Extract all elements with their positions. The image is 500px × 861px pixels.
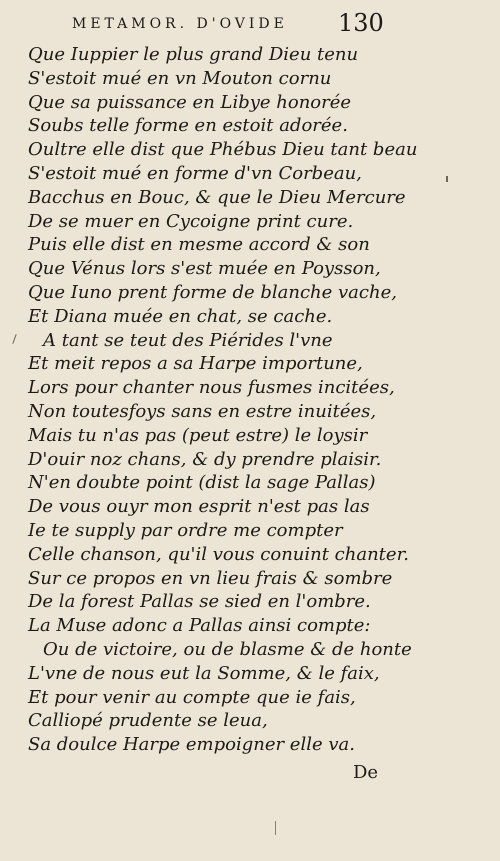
verse-line: S'estoit mué en forme d'vn Corbeau, xyxy=(28,162,362,184)
verse-line: Non toutesfoys sans en estre inuitées, xyxy=(28,400,377,422)
gutter-mark xyxy=(275,821,276,835)
verse-line: Soubs telle forme en estoit adorée. xyxy=(28,115,348,137)
verse-line: D'ouir noz chans, & dy prendre plaisir. xyxy=(28,448,382,470)
verse-line: Et pour venir au compte que ie fais, xyxy=(28,686,356,708)
verse-line: De vous ouyr mon esprit n'est pas las xyxy=(28,496,370,518)
marginal-mark xyxy=(12,334,16,344)
verse-line: Bacchus en Bouc, & que le Dieu Mercure xyxy=(28,186,406,208)
verse-line: Mais tu n'as pas (peut estre) le loysir xyxy=(28,424,368,446)
verse-line: Celle chanson, qu'il vous conuint chanter. xyxy=(28,543,409,565)
verse-line: Puis elle dist en mesme accord & son xyxy=(28,234,370,256)
verse-line: Que Vénus lors s'est muée en Poysson, xyxy=(28,258,381,280)
verse-line: S'estoit mué en vn Mouton cornu xyxy=(28,67,332,89)
verse-line: De la forest Pallas se sied en l'ombre. xyxy=(28,591,371,613)
verse-line: Que Iuppier le plus grand Dieu tenu xyxy=(28,44,359,65)
verse-line: A tant se teut des Piérides l'vne xyxy=(43,329,333,351)
verse-line: N'en doubte point (dist la sage Pallas) xyxy=(28,472,376,494)
margin-ink-mark xyxy=(446,176,448,182)
verse-line: Que Iuno prent forme de blanche vache, xyxy=(28,281,397,303)
verse-line: Et Diana muée en chat, se cache. xyxy=(28,305,333,327)
verse-line: Lors pour chanter nous fusmes incitées, xyxy=(28,377,395,399)
running-head-title: METAMOR. D'OVIDE xyxy=(72,16,288,32)
verse-line: Ou de victoire, ou de blasme & de honte xyxy=(43,638,412,660)
verse-line: Et meit repos a sa Harpe importune, xyxy=(28,353,363,375)
verse-block xyxy=(28,43,418,757)
page-number: 130 xyxy=(338,9,384,37)
verse-line: L'vne de nous eut la Somme, & le faix, xyxy=(28,662,380,684)
verse-line: Sa doulce Harpe empoigner elle va. xyxy=(28,734,355,756)
verse-line: La Muse adonc a Pallas ainsi compte: xyxy=(28,615,371,637)
verse-line: Calliopé prudente se leua, xyxy=(28,710,268,732)
verse-line: Ie te supply par ordre me compter xyxy=(28,519,343,541)
catchword: De xyxy=(353,762,379,783)
verse-line: Oultre elle dist que Phébus Dieu tant beau xyxy=(28,139,418,161)
verse-line: Sur ce propos en vn lieu frais & sombre xyxy=(28,567,393,589)
verse-line: De se muer en Cycoigne print cure. xyxy=(28,210,354,232)
running-head xyxy=(72,12,372,36)
verse-line: Que sa puissance en Libye honorée xyxy=(28,91,352,113)
